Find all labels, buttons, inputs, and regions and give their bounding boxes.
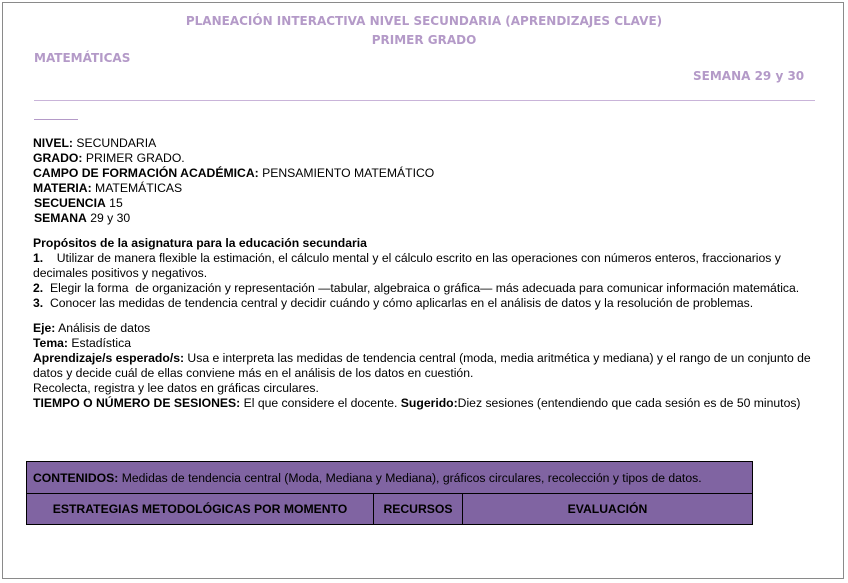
purpose-text: Utilizar de manera flexible la estimación, el cálculo mental y el cálculo escrito en las operaciones con números enteros, fraccionarios y decimales positivos y negativos. [33,251,785,280]
eje-label: Eje: [33,321,56,335]
week-heading: SEMANA 29 y 30 [693,69,805,83]
sugerido-label: Sugerido: [400,396,458,410]
document-title: PLANEACIÓN INTERACTIVA NIVEL SECUNDARIA (APRENDIZAJES CLAVE) [185,14,663,28]
nivel-value: SECUNDARIA [72,136,157,150]
grado-line [33,151,820,166]
subject-heading: MATEMÁTICAS [34,51,131,65]
materia-line [33,181,820,196]
contenidos-label: CONTENIDOS: [33,470,119,485]
grade-title: PRIMER GRADO [371,33,477,47]
aprendizaje-value: Usa e interpreta las medidas de tendencia central (moda, media aritmética y mediana) y el rango de un conjunto de datos y decide cuál de ellas conviene más en el análisis de los datos en cuestión. [33,351,811,380]
recursos-header: RECURSOS [374,494,463,525]
purpose-number: 1. [33,251,44,265]
campo-label: CAMPO DE FORMACIÓN ACADÉMICA: [33,166,259,180]
materia-label: MATERIA: [33,181,92,195]
tiempo-line [33,396,820,411]
purpose-item [33,281,820,296]
campo-value: PENSAMIENTO MATEMÁTICO [258,166,435,180]
estrategias-header: ESTRATEGIAS METODOLÓGICAS POR MOMENTO [27,494,374,525]
grado-label: GRADO: [33,151,83,165]
purpose-item [33,251,820,281]
nivel-line [33,136,820,151]
eje-line [33,321,820,336]
secuencia-line [33,196,820,211]
purpose-number: 3. [33,296,44,310]
purpose-text: Conocer las medidas de tendencia central y decidir cuándo y cómo aplicarlas en el análisis de datos y la resolución de problemas. [43,296,754,310]
contenidos-value: Medidas de tendencia central (Moda, Mediana y Mediana), gráficos circulares, recolección y tipos de datos. [118,470,702,485]
grado-value: PRIMER GRADO. [82,151,185,165]
header-divider [34,100,815,101]
semana-line [33,211,820,226]
aprendizaje-label: Aprendizaje/s esperado/s: [33,351,185,365]
tiempo-label: TIEMPO O NÚMERO DE SESIONES: [33,396,241,410]
aprendizaje-line-2: Recolecta, registra y lee datos en gráficas circulares. [33,381,319,395]
document-body [33,136,820,411]
aprendizaje-line [33,351,820,381]
tema-line [33,336,820,351]
purposes-heading: Propósitos de la asignatura para la educación secundaria [33,236,367,250]
campo-line [33,166,820,181]
purpose-text: Elegir la forma de organización y representación —tabular, algebraica o gráfica— más adecuada para comunicar información matemática. [43,281,800,295]
materia-value: MATEMÁTICAS [91,181,183,195]
sugerido-value: Diez sesiones (entendiendo que cada sesión es de 50 minutos) [457,396,801,410]
planning-table [26,461,753,525]
secuencia-value: 15 [105,196,123,210]
contenidos-cell [27,462,753,494]
evaluacion-header: EVALUACIÓN [463,494,753,525]
table-header-row [27,494,753,525]
contenidos-row [27,462,753,494]
purpose-number: 2. [33,281,44,295]
semana-label: SEMANA [34,211,87,225]
purpose-item [33,296,820,311]
tiempo-value: El que considere el docente. [240,396,401,410]
semana-value: 29 y 30 [86,211,131,225]
nivel-label: NIVEL: [33,136,73,150]
eje-value: Análisis de datos [55,321,151,335]
secuencia-label: SECUENCIA [34,196,106,210]
tema-label: Tema: [33,336,68,350]
tema-value: Estadística [68,336,131,350]
short-divider [34,119,78,120]
